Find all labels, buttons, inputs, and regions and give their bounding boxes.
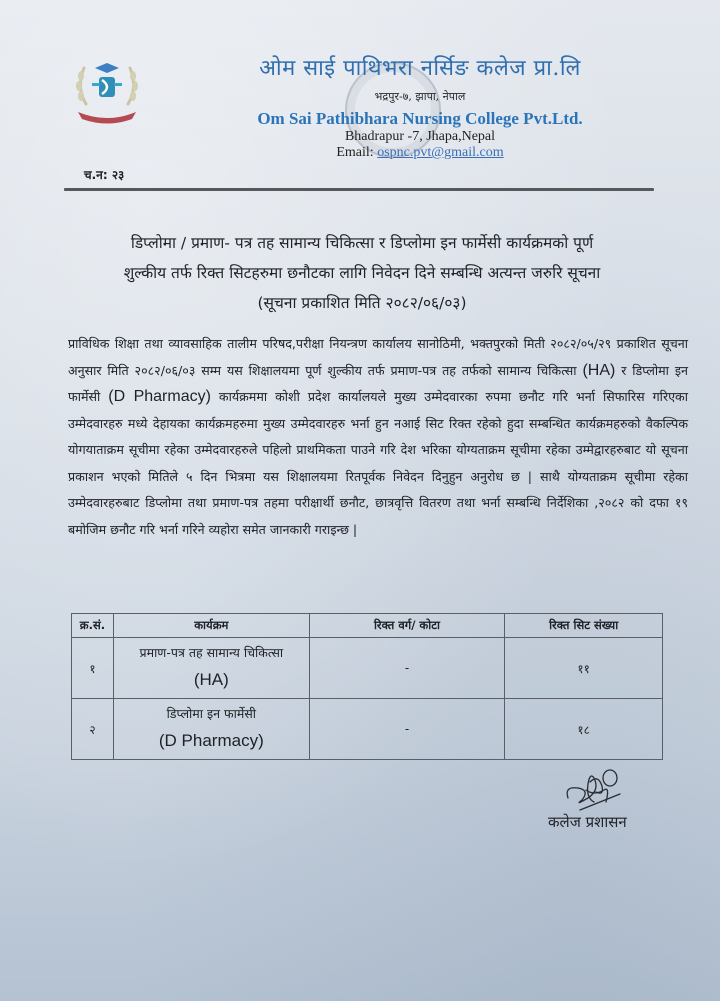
header-serial: क्र.सं. (72, 614, 114, 638)
ha-abbreviation: (HA) (582, 361, 616, 379)
org-name-english: Om Sai Pathibhara Nursing College Pvt.Ltd. (257, 109, 583, 128)
header-seats: रिक्त सिट संख्या (505, 614, 663, 638)
org-name-nepali: ओम साई पाथिभरा नर्सिङ कलेज प्रा.लि (259, 56, 581, 81)
cell-seats: १८ (505, 699, 663, 760)
address-english: Bhadrapur -7, Jhapa,Nepal (344, 129, 496, 144)
notice-title (62, 228, 662, 318)
college-crest-icon (72, 54, 142, 126)
title-line-1: डिप्लोमा / प्रमाण- पत्र तह सामान्य चिकित्सा र डिप्लोमा इन फार्मेसी कार्यक्रमको पूर्ण (130, 234, 594, 252)
email-link[interactable]: ospnc.pvt@gmail.com (377, 145, 504, 160)
publish-date: (सूचना प्रकाशित मिति २०८२/०६/०३) (257, 294, 467, 312)
header-divider (64, 188, 654, 191)
cell-program (113, 699, 309, 760)
header-quota: रिक्त वर्ग/ कोटा (309, 614, 505, 638)
cell-serial: २ (72, 699, 114, 760)
table-row (72, 638, 663, 699)
cell-seats: ११ (505, 638, 663, 699)
address-nepali: भद्रपुर-७, झापा, नेपाल (374, 90, 466, 103)
vacancy-table (71, 613, 663, 760)
cell-program (113, 638, 309, 699)
email-label: Email: (336, 145, 378, 160)
body-segment: प्राविधिक शिक्षा तथा व्यावसाहिक तालीम परिषद,परीक्षा नियन्त्रण कार्यालय सानोठिमी, भक्तपुरको मिती २०८२/०५/२९ प्रकाशित सूचना अनुसार मिति २०८२/०६/०३ सम्म यस शिक्षालयमा पूर्ण शुल्कीय तर्फ प्रमाण-पत्र तह तर्फको सामान्य चिकित्सा (68, 336, 688, 378)
title-line-2: शुल्कीय तर्फ रिक्त सिटहरुमा छनौटका लागि निवेदन दिने सम्बन्धि अत्यन्त जरुरि सूचना (123, 264, 601, 282)
body-segment: कार्यक्रममा कोशी प्रदेश कार्यालयले मुख्य उम्मेदवारका रुपमा छनौट गरि भर्ना सिफारिस गरिएका उम्मेदवारहरु मध्ये देहायका कार्यक्रमहरुमा मुख्य उम्मेदवारहरु भर्ना हुन नआई सिट रिक्त रहेको हुदा सम्बन्धित कार्यक्रमहरुको वैकल्पिक योगयाताक्रम सूचीमा रहेका उम्मेदवारहरुले पहिलो प्राथमिकता पाउने गरि देश भरिका योग्यताक्रम सूचीमा रहेका उम्मेद्वारहरुबाट यो सूचना प्रकाशन भएको मितिले ५ दिन भित्रमा यस शिक्षालयमा रितपूर्वक निवेदन दिनुहुन अनुरोध छ | साथै योग्यताक्रम सूचीमा रहेका उम्मेदवारहरुबाट डिप्लोमा तथा प्रमाण-पत्र तहमा परीक्षार्थी छनौट, छात्रवृत्ति वितरण तथा भर्ना सम्बन्धि निर्देशिका ,२०८२ को दफा १९ बमोजिम छनौट गरि भर्ना गरिने व्यहोरा समेत जानकारी गराइन्छ | (68, 389, 688, 537)
cell-quota: - (309, 638, 505, 699)
program-name-np: प्रमाण-पत्र तह सामान्य चिकित्सा (139, 645, 284, 660)
table-row (72, 699, 663, 760)
body-segment: र डिप्लोमा इन फार्मेसी (68, 362, 688, 404)
header-program: कार्यक्रम (113, 614, 309, 638)
d-pharmacy-abbreviation: (D Pharmacy) (108, 388, 211, 405)
cell-quota: - (309, 699, 505, 760)
program-name-en: (D Pharmacy) (158, 731, 264, 750)
reference-number: च.न: २३ (84, 168, 125, 182)
table-header-row (72, 614, 663, 638)
program-name-np: डिप्लोमा इन फार्मेसी (166, 706, 257, 721)
email-line (200, 145, 640, 161)
program-name-en: (HA) (193, 670, 229, 689)
notice-body (68, 331, 688, 543)
handwritten-signature-icon (560, 768, 630, 816)
cell-serial: १ (72, 638, 114, 699)
signatory-label: कलेज प्रशासन (548, 813, 627, 831)
